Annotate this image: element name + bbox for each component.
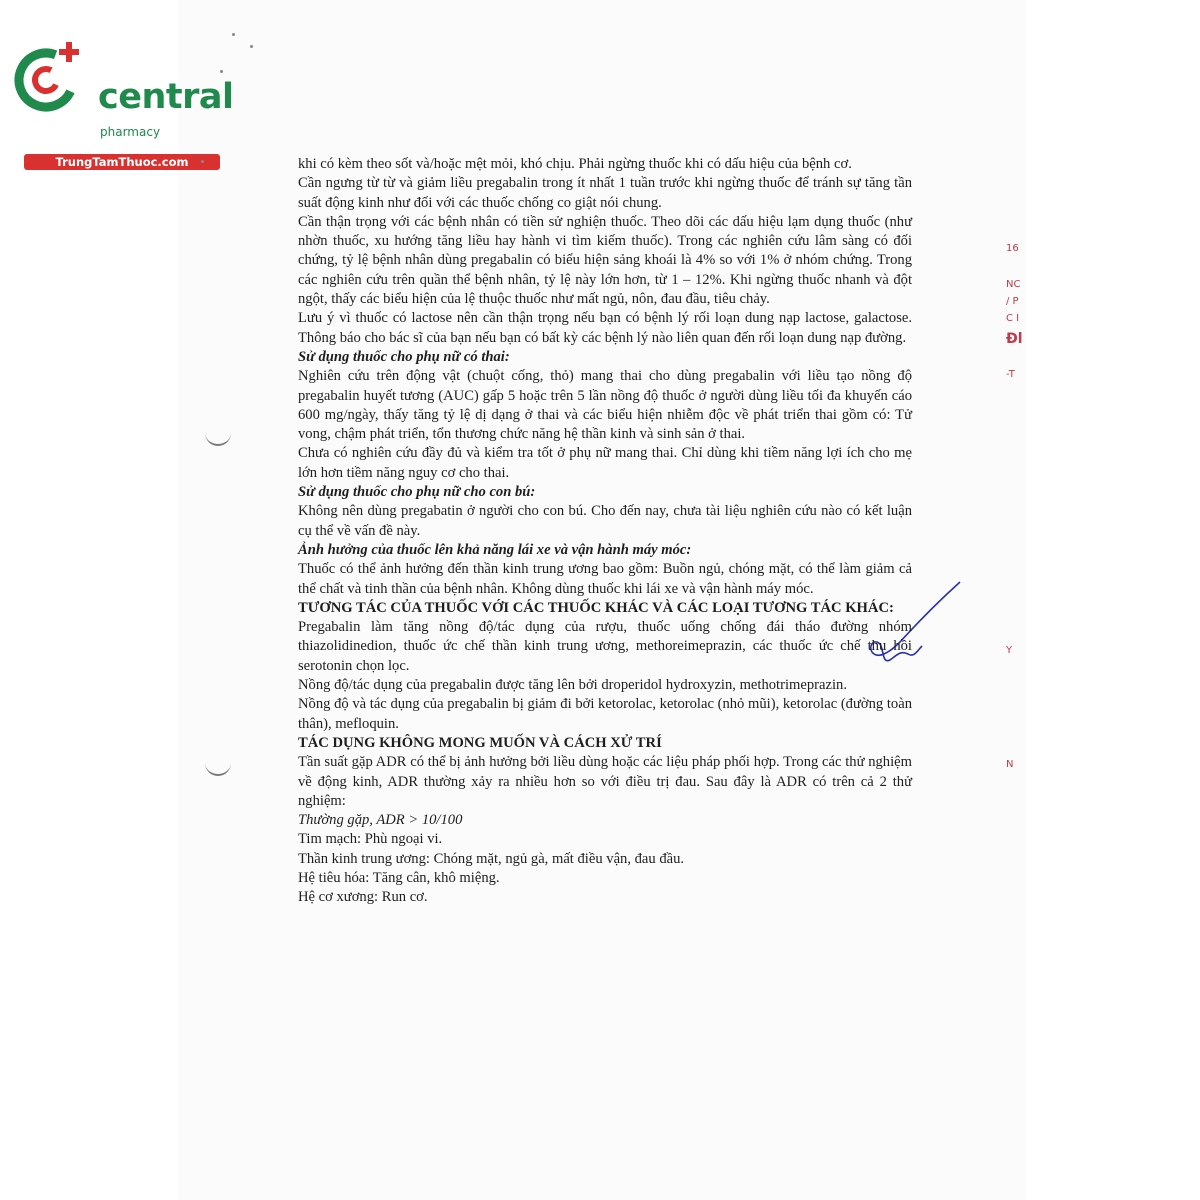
scan-speck xyxy=(232,33,235,36)
logo-name: central xyxy=(98,77,234,117)
scan-speck xyxy=(250,45,253,48)
frequency-label: Thường gặp, ADR > 10/100 xyxy=(298,812,463,829)
subheading: Sử dụng thuốc cho phụ nữ cho con bú: xyxy=(298,484,536,501)
subheading: Ảnh hưởng của thuốc lên khả năng lái xe và vận hành máy móc: xyxy=(298,541,692,558)
paragraph: Pregabalin làm tăng nồng độ/tác dụng của rượu, thuốc uống chống đái tháo đường nhóm thiazolidinedion, thuốc ức chế thần kinh trung ương, methoreimeprazin, các thuốc ức chế thu hồi serotonin chọn lọc. xyxy=(298,619,912,674)
section-heading: TƯƠNG TÁC CỦA THUỐC VỚI CÁC THUỐC KHÁC VÀ CÁC LOẠI TƯƠNG TÁC KHÁC: xyxy=(298,599,894,616)
central-pharmacy-logo xyxy=(10,36,234,169)
list-item: Tim mạch: Phù ngoại vi. xyxy=(298,831,443,848)
paragraph: Lưu ý vì thuốc có lactose nên cần thận trọng nếu bạn có bệnh lý rối loạn dung nạp lactose, galactose. Thông báo cho bác sĩ của bạn nếu bạn có bất kỳ các bệnh lý nào liên quan đến rối loạn dung nạp đường. xyxy=(298,310,912,346)
list-item: Hệ tiêu hóa: Tăng cân, khô miệng. xyxy=(298,869,500,886)
edge-stamp-fragment: Đl xyxy=(1006,331,1023,347)
paragraph: Nồng độ/tác dụng của pregabalin được tăng lên bởi droperidol hydroxyzin, methotrimeprazin. xyxy=(298,677,847,694)
edge-stamp-fragment: 16 xyxy=(1006,243,1019,254)
section-heading: TÁC DỤNG KHÔNG MONG MUỐN VÀ CÁCH XỬ TRÍ xyxy=(298,734,662,751)
paragraph: Nghiên cứu trên động vật (chuột cống, thỏ) mang thai cho dùng pregabalin với liều tạo nồng độ pregabalin huyết tương (AUC) gấp 5 hoặc trên 5 lần nồng độ thuốc ở người dùng liều tối đa khuyến cáo 600 mg/ngày, thấy tăng tỷ lệ dị dạng ở thai và các biểu hiện nhiễm độc về phát triển thai gồm có: Tử vong, chậm phát triển, tổn thương chức năng hệ thần kinh và sinh sản ở thai. xyxy=(298,368,912,443)
list-item: Hệ cơ xương: Run cơ. xyxy=(298,889,428,906)
document-body xyxy=(298,155,912,908)
list-item: Thần kinh trung ương: Chóng mặt, ngủ gà, mất điều vận, đau đầu. xyxy=(298,850,685,867)
paragraph: Không nên dùng pregabatin ở người cho con bú. Cho đến nay, chưa tài liệu nghiên cứu nào có kết luận cụ thể về vấn đề này. xyxy=(298,503,912,539)
paragraph: Thuốc có thể ảnh hưởng đến thần kinh trung ương bao gồm: Buồn ngủ, chóng mặt, có thể làm giảm cả thể chất và tinh thần của bệnh nhân. Không dùng thuốc khi lái xe và vận hành máy móc. xyxy=(298,561,912,597)
paragraph: khi có kèm theo sốt và/hoặc mệt mỏi, khó chịu. Phải ngừng thuốc khi có dấu hiệu của bệnh cơ. xyxy=(298,156,852,172)
paragraph: Cần ngưng từ từ và giảm liều pregabalin trong ít nhất 1 tuần trước khi ngừng thuốc để tránh sự tăng tần suất động kinh như đối với các thuốc chống co giật nói chung. xyxy=(298,175,912,211)
scan-speck xyxy=(201,160,204,163)
edge-stamp-fragment: Y xyxy=(1006,645,1013,656)
logo-mark-icon xyxy=(10,38,96,124)
edge-stamp-fragment: -T xyxy=(1006,369,1015,380)
edge-stamp-fragment: / P xyxy=(1006,296,1019,307)
subheading: Sử dụng thuốc cho phụ nữ có thai: xyxy=(298,348,510,365)
paragraph: Tần suất gặp ADR có thể bị ảnh hưởng bởi liều dùng hoặc các liệu pháp phối hợp. Trong các thử nghiệm về động kinh, ADR thường xảy ra nhiều hơn so với điều trị đau. Sau đây là ADR có trên cả 2 thử nghiệm: xyxy=(298,754,912,809)
logo-subtitle: pharmacy xyxy=(100,125,161,139)
edge-stamp-fragment: N xyxy=(1006,759,1014,770)
paragraph: Cần thận trọng với các bệnh nhân có tiền sử nghiện thuốc. Theo dõi các dấu hiệu lạm dụng thuốc (như nhờn thuốc, xu hướng tăng liều hay hành vi tìm kiếm thuốc). Trong các nghiên cứu lâm sàng có đối chứng, tỷ lệ bệnh nhân dùng pregabalin có biểu hiện sảng khoái là 4% so với 1% ở nhóm chứng. Trong các nghiên cứu trên quần thể bệnh nhân, tỷ lệ này lớn hơn, từ 1 – 12%. Khi ngừng thuốc nhanh và đột ngột, thấy các biểu hiện của lệ thuộc thuốc như mất ngủ, nôn, đau đầu, tiêu chảy. xyxy=(298,213,912,308)
logo-url-banner[interactable]: TrungTamThuoc.com xyxy=(24,154,220,170)
edge-stamp-fragment: C I xyxy=(1006,313,1020,324)
paragraph: Nồng độ và tác dụng của pregabalin bị giảm đi bởi ketorolac, ketorolac (nhỏ mũi), ketorolac (đường toàn thân), mefloquin. xyxy=(298,696,912,732)
scan-speck xyxy=(220,70,223,73)
edge-stamp-fragment: NC xyxy=(1006,279,1021,290)
paragraph: Chưa có nghiên cứu đầy đủ và kiểm tra tốt ở phụ nữ mang thai. Chỉ dùng khi tiềm năng lợi ích cho mẹ lớn hơn tiềm năng nguy cơ cho thai. xyxy=(298,445,912,481)
